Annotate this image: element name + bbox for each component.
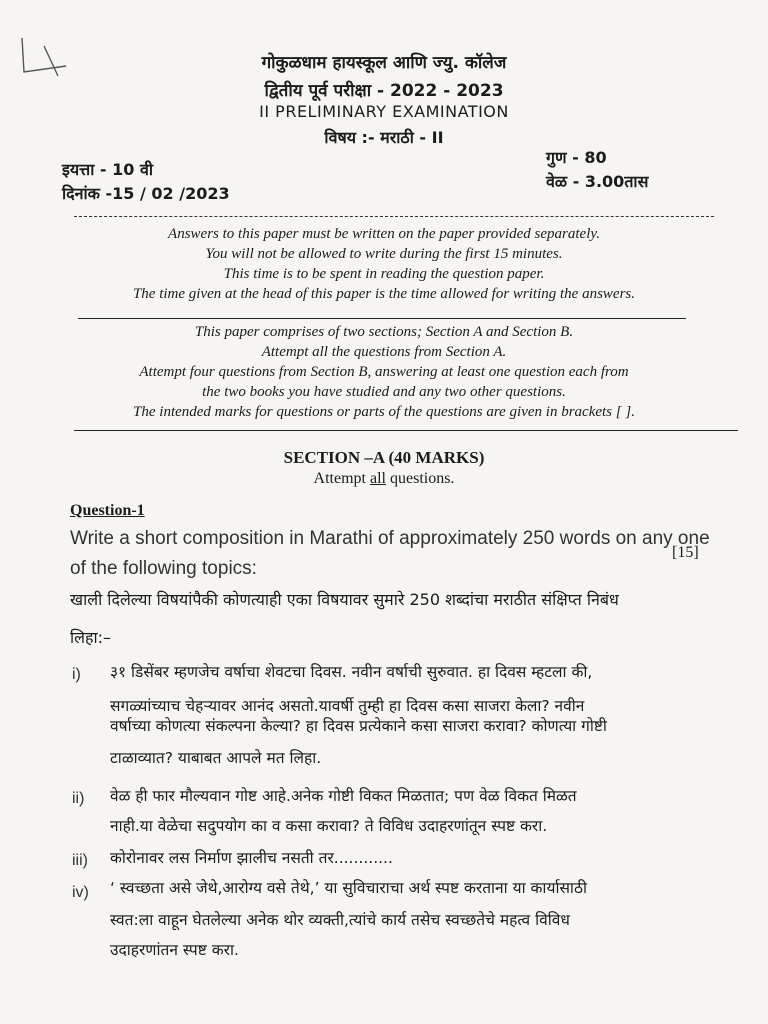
instruction-line: This time is to be spent in reading the question paper. <box>223 266 545 282</box>
topic-number: iv) <box>72 884 89 901</box>
topic-line: उदाहरणांतन स्पष्ट करा. <box>110 941 239 959</box>
instructions-divider <box>78 318 686 319</box>
instruction-line: Attempt four questions from Section B, answering at least one question each from <box>139 364 629 380</box>
instruction-line: You will not be allowed to write during the first 15 minutes. <box>205 246 563 262</box>
instruction-line: The time given at the head of this paper is the time allowed for writing the answers. <box>132 286 636 302</box>
exam-date: दिनांक -15 / 02 /2023 <box>62 184 230 203</box>
exam-title-english: II PRELIMINARY EXAMINATION <box>259 102 509 121</box>
standard: इयत्ता - 10 वी <box>62 160 153 179</box>
exam-title-marathi: द्वितीय पूर्व परीक्षा - 2022 - 2023 <box>264 81 504 101</box>
instruction-line: the two books you have studied and any two other questions. <box>202 384 566 400</box>
topic-line: ‘ स्वच्छता असे जेथे,आरोग्य वसे तेथे,’ या सुविचाराचा अर्थ स्पष्ट करताना या कार्यासाठी <box>110 879 587 897</box>
topic-line: नाही.या वेळेचा सदुपयोग का व कसा करावा? ते विविध उदाहरणांतून स्पष्ट करा. <box>110 817 548 835</box>
header-divider <box>74 216 714 217</box>
topic-line: कोरोनावर लस निर्माण झालीच नसती तर............ <box>110 849 393 867</box>
topic-line: सगळ्यांच्याच चेहऱ्यावर आनंद असतो.यावर्षी तुम्ही हा दिवस कसा साजरा केला? नवीन <box>110 697 585 715</box>
topic-line: वर्षाच्या कोणत्या संकल्पना केल्या? हा दिवस प्रत्येकाने कसा साजरा करावा? कोणत्या गोष्टी <box>110 717 607 735</box>
topic-line: स्वत:ला वाहून घेतलेल्या अनेक थोर व्यक्ती,त्यांचे कार्य तसेच स्वच्छतेचे महत्व विविध <box>110 911 570 929</box>
section-divider <box>74 430 738 431</box>
topic-line: ३१ डिसेंबर म्हणजेच वर्षाचा शेवटचा दिवस. नवीन वर्षाची सुरुवात. हा दिवस म्हटला की, <box>110 663 593 681</box>
instruction-line: Answers to this paper must be written on the paper provided separately. <box>168 226 600 242</box>
topic-line: टाळाव्यात? याबाबत आपले मत लिहा. <box>110 749 322 767</box>
question-heading: Question-1 <box>70 502 145 519</box>
total-marks: गुण - 80 <box>546 148 607 167</box>
question-marks: [15] <box>672 544 699 561</box>
instruction-line: The intended marks for questions or parts of the questions are given in brackets [ ]. <box>133 404 635 420</box>
topic-line: वेळ ही फार मौल्यवान गोष्ट आहे.अनेक गोष्टी विकत मिळतात; पण वेळ विकत मिळत <box>110 787 577 805</box>
time-allowed: वेळ - 3.00तास <box>546 172 649 191</box>
topic-number: ii) <box>72 790 85 807</box>
question-marathi-line2: लिहा:– <box>70 628 112 647</box>
question-marathi-line1: खाली दिलेल्या विषयांपैकी कोणत्याही एका विषयावर सुमारे 250 शब्दांचा मराठीत संक्षिप्त निबंध <box>70 590 619 609</box>
topic-number: iii) <box>72 852 88 869</box>
question-text-line2: of the following topics: <box>70 558 257 579</box>
section-title: SECTION –A (40 MARKS) <box>283 448 485 467</box>
school-name: गोकुळधाम हायस्कूल आणि ज्यु. कॉलेज <box>261 53 507 73</box>
instruction-line: This paper comprises of two sections; Section A and Section B. <box>194 324 574 340</box>
subject: विषय :- मराठी - II <box>324 128 444 147</box>
topic-number: i) <box>72 666 81 683</box>
question-text-line1: Write a short composition in Marathi of approximately 250 words on any one <box>70 528 710 549</box>
instruction-line: Attempt all the questions from Section A. <box>261 344 507 360</box>
section-subtitle: Attempt all questions. <box>313 470 455 487</box>
